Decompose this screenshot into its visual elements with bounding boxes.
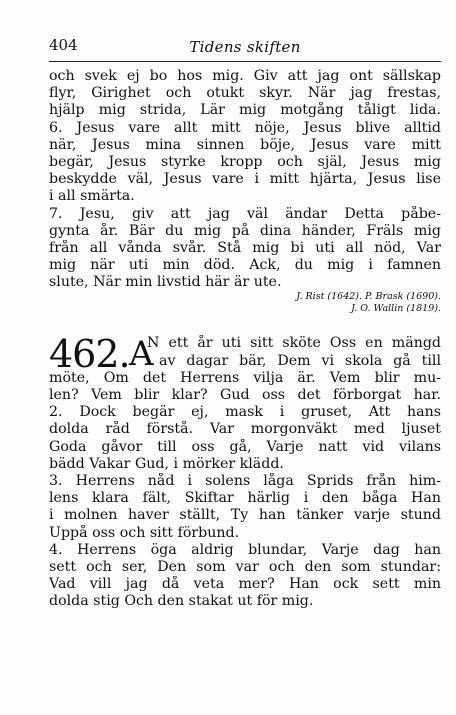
running-title: Tidens skiften	[189, 38, 301, 56]
header-rule	[49, 61, 441, 62]
text-line: len? Vem blir klar? Gud oss det förborgat har.	[49, 387, 441, 403]
text-line: beskydde väl, Jesus vare i mitt hjärta, Jesus lise	[49, 171, 441, 188]
previous-hymn-ending	[49, 68, 441, 315]
hymn-number: 462.	[49, 332, 130, 377]
author-attribution: J. Rist (1642). P. Brask (1690).	[296, 291, 441, 303]
text-line: 7. Jesu, giv att jag väl ändar Detta påbe-	[49, 205, 441, 222]
text-line: Goda gåvor till oss gå, Varje natt vid vilans	[49, 438, 441, 455]
text-line: flyr, Girighet och otukt skyr. När jag frestas,	[49, 85, 441, 102]
text-line: Vad vill jag då veta mer? Han ock sett min	[49, 576, 441, 593]
text-line: N ett år uti sitt sköte Oss en mängd	[147, 335, 441, 352]
text-line: sett och ser, Den som var och den som stundar:	[49, 558, 441, 575]
page-body	[49, 68, 441, 610]
page-number: 404	[49, 36, 78, 54]
text-line: bädd Vakar Gud, i mörker klädd.	[49, 455, 284, 472]
text-line: i molnen haver ställt, Ty han tänker varje stund	[49, 507, 441, 524]
text-line: 6. Jesus vare allt mitt nöje, Jesus blive alltid	[49, 119, 441, 136]
text-line: när, Jesus mina sinnen böje, Jesus vare mitt	[49, 136, 441, 153]
text-line: slute, När min livstid här är ute.	[49, 274, 282, 291]
text-line: 3. Herrens nåd i solens låga Sprids från him-	[49, 472, 441, 489]
drop-cap: A	[129, 334, 154, 375]
text-line: lens klara fält, Skiftar härlig i den båga Han	[49, 490, 441, 507]
text-line: Uppå oss och sitt förbund.	[49, 524, 240, 541]
text-line: hjälp mig strida, Lär mig motgång tåligt lida.	[49, 102, 441, 119]
text-line: begär, Jesus styrke kropp och själ, Jesus mig	[49, 153, 441, 170]
text-line: av dagar bär, Dem vi skola gå till	[159, 352, 441, 369]
book-page	[49, 36, 441, 610]
hymn-462	[49, 332, 441, 610]
hymn-opening	[49, 332, 441, 377]
page-header	[49, 36, 441, 60]
text-line: 2. Dock begär ej, mask i gruset, Att hans	[49, 404, 441, 421]
text-line: mig när uti min död. Ack, du mig i famnen	[49, 257, 441, 274]
text-line: gynta år. Bär du mig på dina händer, Fräls mig	[49, 222, 441, 239]
text-line: och svek ej bo hos mig. Giv att jag ont sällskap	[49, 68, 441, 84]
text-line: dolda råd förstå. Var morgonväkt med ljuset	[49, 421, 441, 438]
text-line: möte, Om det Herrens vilja är. Vem blir mu-	[49, 369, 441, 386]
text-line: i all smärta.	[49, 188, 135, 205]
text-line: från all vånda svår. Stå mig bi uti all nöd, Var	[49, 239, 441, 256]
translator-attribution: J. O. Wallin (1819).	[351, 303, 441, 315]
text-line: dolda stig Och den stakat ut för mig.	[49, 593, 314, 610]
text-line: 4. Herrens öga aldrig blundar, Varje dag han	[49, 541, 441, 558]
